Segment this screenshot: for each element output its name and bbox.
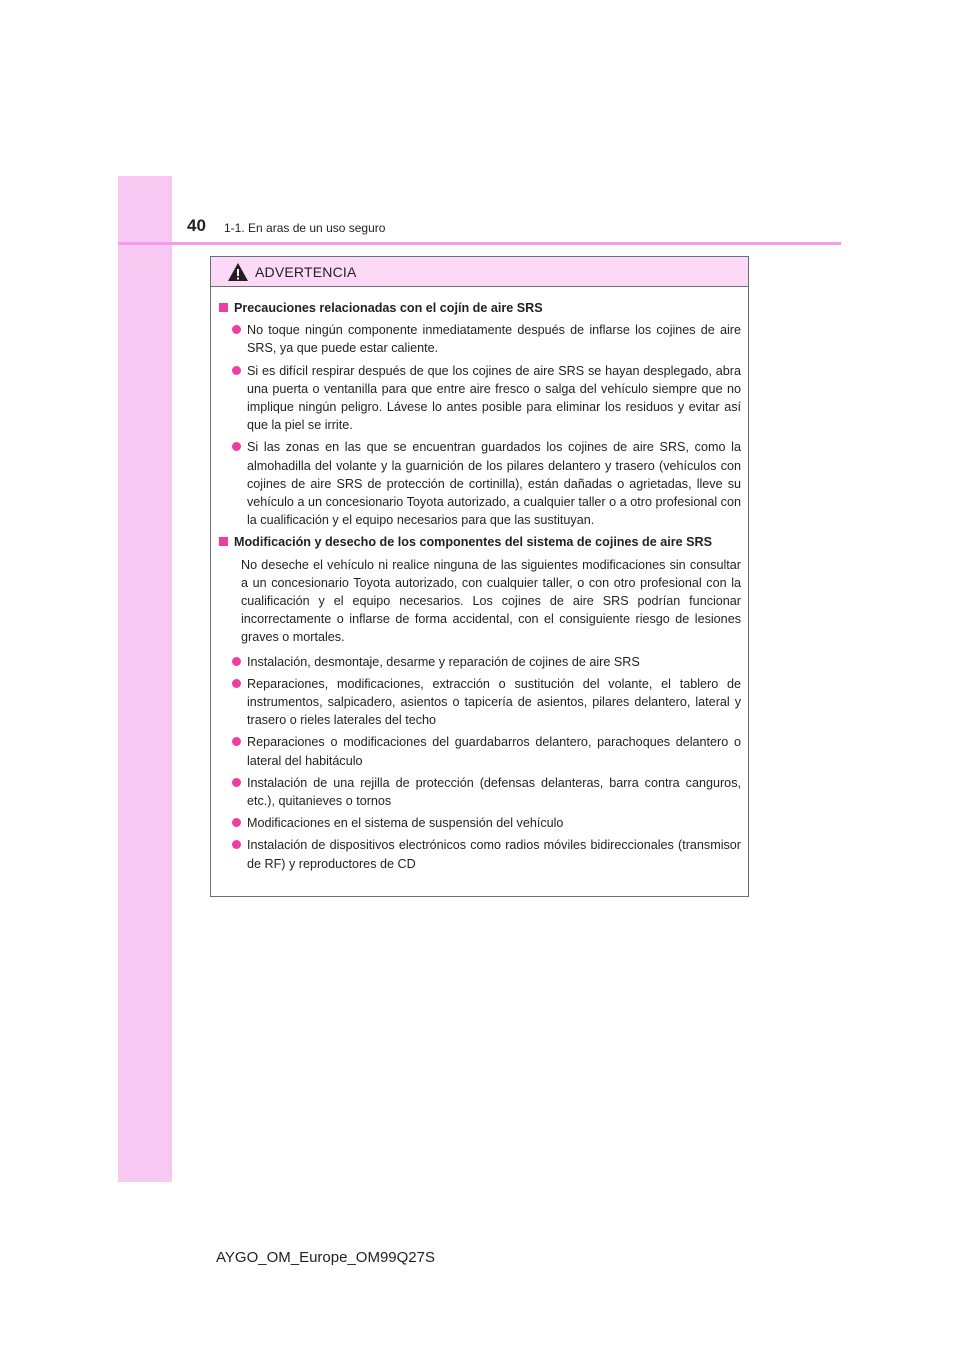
warning-title: ADVERTENCIA bbox=[255, 263, 357, 280]
round-bullet-icon bbox=[232, 778, 241, 787]
list-item: Reparaciones, modificaciones, extracción o sustitución del volante, el tablero de instrumentos, salpicadero, asientos o tapicería de asientos, pilares delantero, lateral y trasero o rieles laterales del techo bbox=[232, 675, 741, 730]
document-code: AYGO_OM_Europe_OM99Q27S bbox=[216, 1249, 435, 1266]
list-item: Instalación, desmontaje, desarme y reparación de cojines de aire SRS bbox=[232, 653, 741, 671]
round-bullet-icon bbox=[232, 818, 241, 827]
warning-body bbox=[211, 287, 748, 873]
section-heading: Modificación y desecho de los componentes del sistema de cojines de aire SRS bbox=[218, 533, 741, 551]
list-item: Instalación de dispositivos electrónicos como radios móviles bidireccionales (transmisor de RF) y reproductores de CD bbox=[232, 836, 741, 872]
round-bullet-icon bbox=[232, 737, 241, 746]
warning-triangle-icon bbox=[227, 262, 249, 282]
round-bullet-icon bbox=[232, 325, 241, 334]
warning-header bbox=[211, 257, 748, 287]
section-heading: Precauciones relacionadas con el cojín de aire SRS bbox=[218, 299, 741, 317]
section-title: 1-1. En aras de un uso seguro bbox=[224, 221, 386, 235]
round-bullet-icon bbox=[232, 840, 241, 849]
round-bullet-icon bbox=[232, 679, 241, 688]
square-bullet-icon bbox=[219, 303, 228, 312]
list-item: No toque ningún componente inmediatamente después de inflarse los cojines de aire SRS, ya que puede estar caliente. bbox=[232, 321, 741, 357]
header-rule bbox=[118, 242, 841, 245]
list-item: Si es difícil respirar después de que los cojines de aire SRS se hayan desplegado, abra una puerta o ventanilla para que entre aire fresco o salga del vehículo siempre que no implique ningún peligro. Lávese lo antes posible para eliminar los residuos y evitar así que la piel se irrite. bbox=[232, 362, 741, 435]
page-number: 40 bbox=[187, 216, 206, 235]
list-item: Reparaciones o modificaciones del guardabarros delantero, parachoques delantero o lateral del habitáculo bbox=[232, 733, 741, 769]
warning-box bbox=[210, 256, 749, 897]
section-paragraph: No deseche el vehículo ni realice ninguna de las siguientes modificaciones sin consultar a un concesionario Toyota autorizado, con cualquier taller, o con otro profesional con la cualificación y el equipo necesarios. Los cojines de aire SRS podrían funcionar incorrectamente o inflarse de forma accidental, con el consiguiente riesgo de lesiones graves o mortales. bbox=[241, 557, 741, 645]
list-item: Modificaciones en el sistema de suspensión del vehículo bbox=[232, 814, 741, 832]
round-bullet-icon bbox=[232, 366, 241, 375]
side-tab-band bbox=[118, 176, 172, 1182]
list-item: Si las zonas en las que se encuentran guardados los cojines de aire SRS, como la almohadilla del volante y la guarnición de los pilares delantero y trasero (vehículos con cojines de aire SRS de protección de cortinilla), están dañadas o agrietadas, lleve su vehículo a un concesionario Toyota autorizado, a cualquier taller o a otro profesional con la cualificación y el equipo necesarios para que las sustituyan. bbox=[232, 438, 741, 529]
round-bullet-icon bbox=[232, 657, 241, 666]
square-bullet-icon bbox=[219, 537, 228, 546]
list-item: Instalación de una rejilla de protección (defensas delanteras, barra contra canguros, etc.), quitanieves o tornos bbox=[232, 774, 741, 810]
round-bullet-icon bbox=[232, 442, 241, 451]
